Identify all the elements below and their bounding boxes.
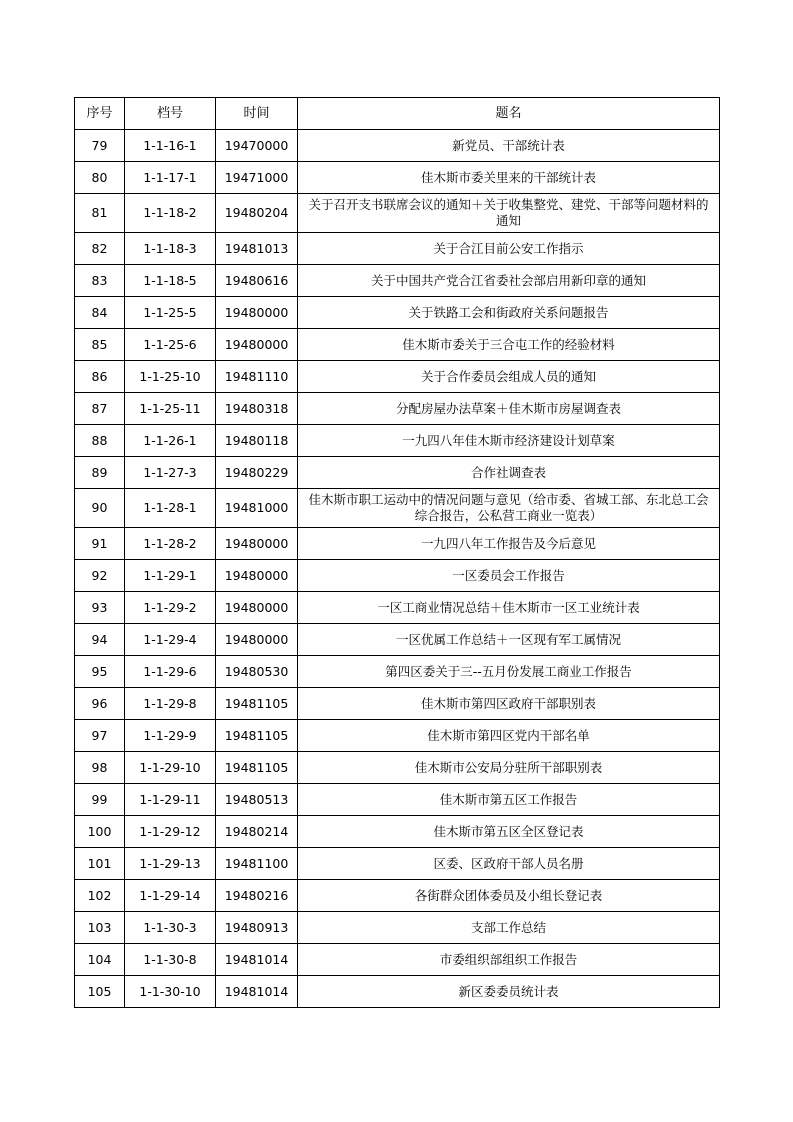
table-row (75, 233, 720, 265)
cell-date: 19480000 (216, 528, 298, 560)
cell-title: 一区优属工作总结＋一区现有军工属情况 (298, 624, 720, 656)
cell-file-code: 1-1-28-2 (125, 528, 216, 560)
table-row (75, 297, 720, 329)
cell-date: 19471000 (216, 162, 298, 194)
cell-title: 关于召开支书联席会议的通知＋关于收集整党、建党、干部等问题材料的通知 (298, 194, 720, 233)
cell-title: 一九四八年工作报告及今后意见 (298, 528, 720, 560)
cell-title: 新区委委员统计表 (298, 976, 720, 1008)
cell-date: 19481110 (216, 361, 298, 393)
cell-serial-number: 79 (75, 130, 125, 162)
cell-title: 关于合江目前公安工作指示 (298, 233, 720, 265)
table-row (75, 130, 720, 162)
cell-date: 19480513 (216, 784, 298, 816)
cell-file-code: 1-1-29-11 (125, 784, 216, 816)
cell-file-code: 1-1-30-8 (125, 944, 216, 976)
cell-date: 19481000 (216, 489, 298, 528)
cell-title: 佳木斯市第五区工作报告 (298, 784, 720, 816)
cell-date: 19480204 (216, 194, 298, 233)
cell-title: 佳木斯市第五区全区登记表 (298, 816, 720, 848)
cell-serial-number: 81 (75, 194, 125, 233)
cell-date: 19480216 (216, 880, 298, 912)
cell-date: 19480616 (216, 265, 298, 297)
cell-serial-number: 98 (75, 752, 125, 784)
table-row (75, 194, 720, 233)
table-row (75, 265, 720, 297)
table-row (75, 560, 720, 592)
table-row (75, 329, 720, 361)
cell-file-code: 1-1-29-14 (125, 880, 216, 912)
cell-serial-number: 86 (75, 361, 125, 393)
cell-serial-number: 96 (75, 688, 125, 720)
cell-title: 第四区委关于三--五月份发展工商业工作报告 (298, 656, 720, 688)
table-row (75, 848, 720, 880)
cell-date: 19480000 (216, 560, 298, 592)
cell-date: 19480214 (216, 816, 298, 848)
cell-serial-number: 84 (75, 297, 125, 329)
cell-file-code: 1-1-18-2 (125, 194, 216, 233)
table-row (75, 624, 720, 656)
cell-date: 19481105 (216, 720, 298, 752)
cell-title: 市委组织部组织工作报告 (298, 944, 720, 976)
table-row (75, 976, 720, 1008)
table-row (75, 528, 720, 560)
cell-serial-number: 95 (75, 656, 125, 688)
cell-date: 19481105 (216, 752, 298, 784)
cell-date: 19480229 (216, 457, 298, 489)
cell-serial-number: 94 (75, 624, 125, 656)
cell-serial-number: 104 (75, 944, 125, 976)
cell-file-code: 1-1-29-1 (125, 560, 216, 592)
cell-serial-number: 88 (75, 425, 125, 457)
cell-serial-number: 89 (75, 457, 125, 489)
cell-serial-number: 82 (75, 233, 125, 265)
cell-file-code: 1-1-29-13 (125, 848, 216, 880)
cell-file-code: 1-1-29-12 (125, 816, 216, 848)
cell-title: 佳木斯市职工运动中的情况问题与意见（给市委、省城工部、东北总工会综合报告，公私营工商业一览表） (298, 489, 720, 528)
cell-file-code: 1-1-29-9 (125, 720, 216, 752)
table-row (75, 489, 720, 528)
cell-serial-number: 80 (75, 162, 125, 194)
cell-serial-number: 87 (75, 393, 125, 425)
cell-file-code: 1-1-26-1 (125, 425, 216, 457)
table-row (75, 688, 720, 720)
cell-date: 19480000 (216, 329, 298, 361)
table-row (75, 656, 720, 688)
table-row (75, 816, 720, 848)
cell-serial-number: 93 (75, 592, 125, 624)
cell-serial-number: 102 (75, 880, 125, 912)
cell-title: 佳木斯市公安局分驻所干部职别表 (298, 752, 720, 784)
cell-date: 19480000 (216, 297, 298, 329)
cell-file-code: 1-1-18-5 (125, 265, 216, 297)
table-header-row (75, 98, 720, 130)
table-row (75, 720, 720, 752)
table-row (75, 912, 720, 944)
cell-date: 19480530 (216, 656, 298, 688)
cell-title: 佳木斯市委关里来的干部统计表 (298, 162, 720, 194)
cell-date: 19481013 (216, 233, 298, 265)
cell-title: 一区工商业情况总结＋佳木斯市一区工业统计表 (298, 592, 720, 624)
cell-date: 19481100 (216, 848, 298, 880)
cell-date: 19480118 (216, 425, 298, 457)
table-row (75, 361, 720, 393)
cell-file-code: 1-1-17-1 (125, 162, 216, 194)
cell-serial-number: 105 (75, 976, 125, 1008)
cell-title: 一九四八年佳木斯市经济建设计划草案 (298, 425, 720, 457)
cell-file-code: 1-1-29-4 (125, 624, 216, 656)
table-row (75, 784, 720, 816)
cell-file-code: 1-1-25-6 (125, 329, 216, 361)
cell-title: 关于合作委员会组成人员的通知 (298, 361, 720, 393)
cell-title: 合作社调查表 (298, 457, 720, 489)
cell-serial-number: 100 (75, 816, 125, 848)
cell-date: 19480913 (216, 912, 298, 944)
cell-date: 19481105 (216, 688, 298, 720)
cell-file-code: 1-1-28-1 (125, 489, 216, 528)
cell-file-code: 1-1-29-2 (125, 592, 216, 624)
table-row (75, 425, 720, 457)
cell-file-code: 1-1-29-6 (125, 656, 216, 688)
cell-title: 佳木斯市第四区党内干部名单 (298, 720, 720, 752)
cell-title: 佳木斯市第四区政府干部职别表 (298, 688, 720, 720)
table-row (75, 752, 720, 784)
table-row (75, 393, 720, 425)
cell-serial-number: 92 (75, 560, 125, 592)
cell-file-code: 1-1-30-10 (125, 976, 216, 1008)
table-row (75, 457, 720, 489)
cell-serial-number: 101 (75, 848, 125, 880)
archive-catalog-table (74, 97, 720, 1008)
cell-date: 19481014 (216, 976, 298, 1008)
cell-file-code: 1-1-27-3 (125, 457, 216, 489)
cell-file-code: 1-1-25-11 (125, 393, 216, 425)
cell-file-code: 1-1-29-10 (125, 752, 216, 784)
cell-serial-number: 90 (75, 489, 125, 528)
cell-file-code: 1-1-29-8 (125, 688, 216, 720)
cell-serial-number: 97 (75, 720, 125, 752)
cell-file-code: 1-1-25-10 (125, 361, 216, 393)
cell-title: 各街群众团体委员及小组长登记表 (298, 880, 720, 912)
cell-title: 支部工作总结 (298, 912, 720, 944)
table-row (75, 592, 720, 624)
header-date: 时间 (216, 98, 298, 130)
header-serial-number: 序号 (75, 98, 125, 130)
header-title: 题名 (298, 98, 720, 130)
table-row (75, 944, 720, 976)
cell-serial-number: 103 (75, 912, 125, 944)
cell-title: 关于中国共产党合江省委社会部启用新印章的通知 (298, 265, 720, 297)
cell-title: 新党员、干部统计表 (298, 130, 720, 162)
cell-title: 分配房屋办法草案＋佳木斯市房屋调查表 (298, 393, 720, 425)
cell-date: 19470000 (216, 130, 298, 162)
cell-serial-number: 85 (75, 329, 125, 361)
cell-file-code: 1-1-16-1 (125, 130, 216, 162)
cell-title: 关于铁路工会和街政府关系问题报告 (298, 297, 720, 329)
header-file-code: 档号 (125, 98, 216, 130)
cell-serial-number: 99 (75, 784, 125, 816)
cell-date: 19481014 (216, 944, 298, 976)
cell-date: 19480000 (216, 592, 298, 624)
table-row (75, 880, 720, 912)
table-row (75, 162, 720, 194)
cell-serial-number: 83 (75, 265, 125, 297)
cell-serial-number: 91 (75, 528, 125, 560)
cell-file-code: 1-1-25-5 (125, 297, 216, 329)
cell-date: 19480318 (216, 393, 298, 425)
cell-file-code: 1-1-18-3 (125, 233, 216, 265)
cell-title: 区委、区政府干部人员名册 (298, 848, 720, 880)
cell-title: 一区委员会工作报告 (298, 560, 720, 592)
cell-date: 19480000 (216, 624, 298, 656)
cell-title: 佳木斯市委关于三合屯工作的经验材料 (298, 329, 720, 361)
cell-file-code: 1-1-30-3 (125, 912, 216, 944)
